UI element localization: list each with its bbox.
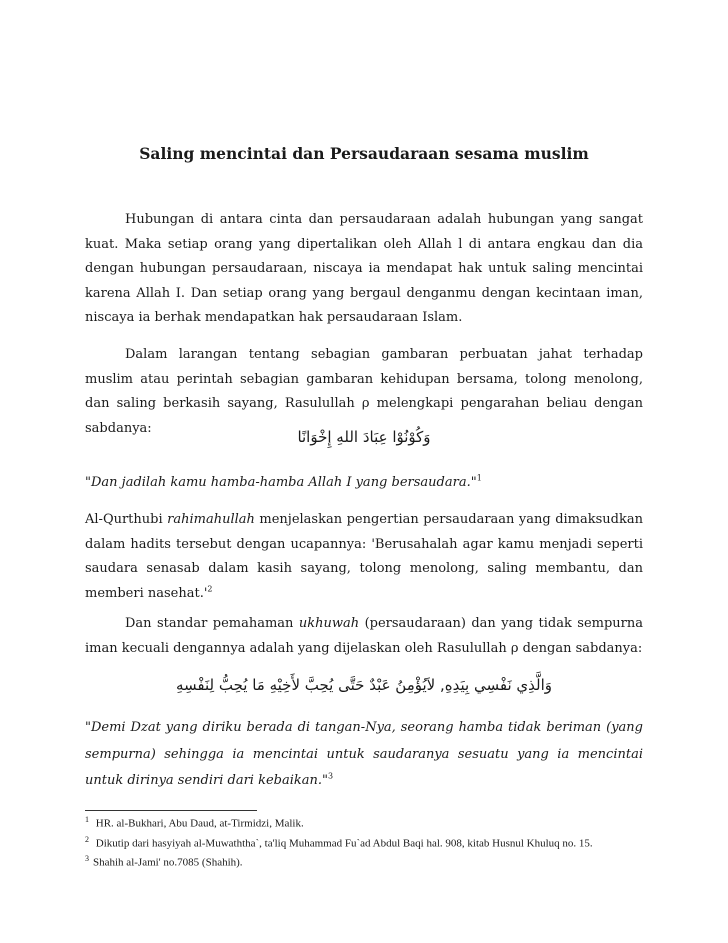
footnote-number: 1 xyxy=(85,815,89,824)
footnote-3 xyxy=(85,851,665,871)
paragraph-3-italic: rahimahullah xyxy=(167,512,255,527)
quote-1 xyxy=(85,470,643,497)
footnote-ref-1[interactable]: 1 xyxy=(476,473,482,483)
arabic-hadith-2: وَالَّذِي نَفْسِي بِيَدِهِ, لاَيُؤْمِنُ عَبْدٌ حَتَّى يُحِبَّ لأَخِيْهِ مَا يُحِبُّ لِنَفْسِهِ xyxy=(176,676,552,694)
footnote-number: 3 xyxy=(85,854,89,864)
footnote-text: Shahih al-Jami' no.7085 (Shahih). xyxy=(93,856,243,869)
quote-open-mark: " xyxy=(85,475,91,490)
paragraph-3 xyxy=(85,508,643,606)
quote-1-text: Dan jadilah kamu hamba-hamba Allah I yang bersaudara. xyxy=(90,475,471,490)
footnote-text: HR. al-Bukhari, Abu Daud, at-Tirmidzi, Malik. xyxy=(93,817,304,830)
quote-close-mark: " xyxy=(470,475,477,490)
quote-2 xyxy=(85,715,643,795)
footnote-divider xyxy=(85,810,257,811)
footnote-2 xyxy=(85,832,665,852)
footnotes xyxy=(85,812,665,871)
paragraph-4-rest: (persaudaraan) dan yang tidak sempurna iman kecuali dengannya adalah yang dijelaskan oleh Rasulullah ρ dengan sabdanya: xyxy=(85,616,643,656)
footnote-1 xyxy=(85,812,665,832)
arabic-hadith-1: وَكُوْنُوْا عِبَادَ اللهِ إِخْوَانًا xyxy=(297,428,431,446)
paragraph-3-rest: menjelaskan pengertian persaudaraan yang dimaksudkan dalam hadits tersebut dengan ucapannya: 'Berusahalah agar kamu menjadi seperti saudara senasab dalam kasih sayang, tolong menolong, saling membantu, dan memberi nasehat.' xyxy=(85,512,643,601)
paragraph-3-start: Al-Qurthubi xyxy=(85,512,168,527)
paragraph-2: Dalam larangan tentang sebagian gambaran perbuatan jahat terhadap muslim atau perintah sebagian gambaran kehidupan bersama, tolong menolong, dan saling berkasih sayang, Rasulullah ρ melengkapi pengarahan beliau dengan sabdanya: xyxy=(85,347,643,436)
paragraph-4 xyxy=(85,612,643,661)
footnote-text: Dikutip dari hasyiyah al-Muwaththa`, ta'liq Muhammad Fu`ad Abdul Baqi hal. 908, kitab Husnul Khuluq no. 15. xyxy=(93,837,593,850)
paragraph-4-italic: ukhuwah xyxy=(298,616,360,631)
page-title: Saling mencintai dan Persaudaraan sesama muslim xyxy=(139,144,589,163)
quote-close-mark: " xyxy=(322,773,329,788)
footnote-ref-3[interactable]: 3 xyxy=(328,771,334,781)
quote-open-mark: " xyxy=(85,720,91,735)
paragraph-1: Hubungan di antara cinta dan persaudaraan adalah hubungan yang sangat kuat. Maka setiap orang yang dipertalikan oleh Allah l di antara engkau dan dia dengan hubungan persaudaraan, niscaya ia mendapat hak untuk saling mencintai karena Allah I. Dan setiap orang yang bergaul denganmu dengan kecintaan iman, niscaya ia berhak mendapatkan hak persaudaraan Islam. xyxy=(85,212,643,326)
footnote-number: 2 xyxy=(85,834,89,844)
paragraph-4-start: Dan standar pemahaman xyxy=(125,616,299,631)
footnote-ref-2[interactable]: 2 xyxy=(207,584,213,594)
quote-2-text: Demi Dzat yang diriku berada di tangan-Nya, seorang hamba tidak beriman (yang sempurna) sehingga ia mencintai untuk saudaranya sesuatu yang ia mencintai untuk dirinya sendiri dari kebaikan. xyxy=(85,720,643,788)
